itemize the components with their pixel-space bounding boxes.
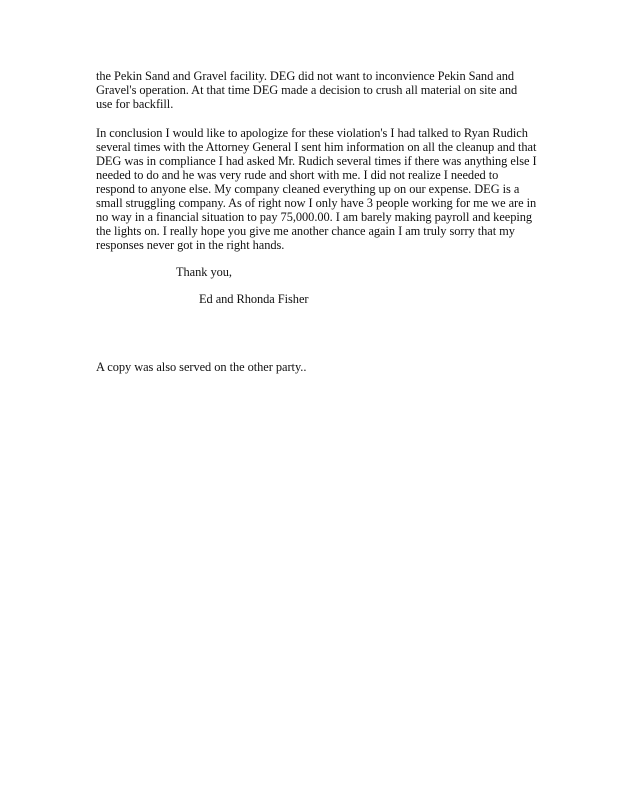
paragraph-line: the lights on. I really hope you give me another chance again I am truly sorry that my [96, 224, 515, 238]
paragraph-line: needed to do and he was very rude and short with me. I did not realize I needed to [96, 168, 499, 182]
paragraph-line: the Pekin Sand and Gravel facility. DEG did not want to inconvience Pekin Sand and [96, 69, 515, 83]
closing-line: Thank you, [176, 265, 232, 279]
service-note: A copy was also served on the other party.. [96, 360, 307, 374]
paragraph-line: responses never got in the right hands. [96, 238, 285, 252]
paragraph-line: use for backfill. [96, 97, 174, 111]
paragraph-line: Gravel's operation. At that time DEG made a decision to crush all material on site and [96, 83, 518, 97]
paragraph-line: no way in a financial situation to pay 75,000.00. I am barely making payroll and keeping [96, 210, 533, 224]
conclusion-paragraph [96, 126, 536, 252]
continuation-paragraph [96, 69, 536, 111]
paragraph-line: DEG was in compliance I had asked Mr. Rudich several times if there was anything else I [96, 154, 537, 168]
paragraph-line: respond to anyone else. My company cleaned everything up on our expense. DEG is a [96, 182, 520, 196]
paragraph-line: several times with the Attorney General I sent him information on all the cleanup and that [96, 140, 537, 154]
paragraph-line: small struggling company. As of right now I only have 3 people working for me we are in [96, 196, 537, 210]
signature-line: Ed and Rhonda Fisher [199, 292, 309, 306]
paragraph-line: In conclusion I would like to apologize for these violation's I had talked to Ryan Rudich [96, 126, 528, 140]
